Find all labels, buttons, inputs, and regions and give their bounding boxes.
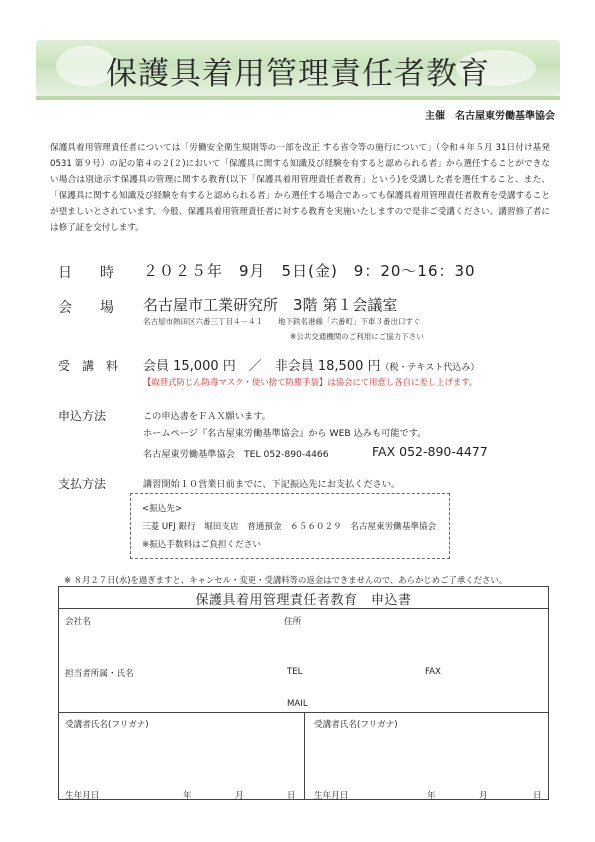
payment-label: 支払方法 <box>58 477 107 491</box>
bank-fee-note: ※振込手数料はご負担ください <box>142 540 261 550</box>
venue-name: 名古屋市工業研究所 3階 第１会議室 <box>143 296 398 314</box>
venue-note: ※公共交通機関のご利用にご協力下さい <box>290 332 424 341</box>
birth-month-label: 月 <box>479 791 488 801</box>
contact-person-field[interactable]: 担当者所属・氏名 <box>65 669 134 679</box>
attendee1-birth-label[interactable]: 生年月日 <box>65 791 100 801</box>
birth-day-label: 日 <box>533 791 542 801</box>
venue-label: 会 場 <box>58 300 114 316</box>
payment-text: 講習開始１０営業日前までに、下記振込先にお支払ください。 <box>143 479 401 490</box>
application-form <box>58 586 549 800</box>
datetime-value: ２０２５年 9月 5日(金) 9：20～16：30 <box>143 262 476 280</box>
fee-amounts: 会員 15,000 円 ／ 非会員 18,500 円 <box>143 359 381 374</box>
datetime-label: 日 時 <box>58 265 114 281</box>
birth-month-label: 月 <box>235 791 244 801</box>
birth-day-label: 日 <box>287 791 296 801</box>
apply-line1: この申込書をＦＡＸ願います。 <box>143 411 271 422</box>
apply-contact: 名古屋東労働基準協会 TEL 052-890-4466 <box>143 449 329 460</box>
apply-label: 申込方法 <box>58 409 107 423</box>
fee-equipment-note: 【取替式防じん防毒マスク・使い捨て防塵手袋】は協会にて用意し各自に差し上げます。 <box>143 377 478 387</box>
organizer: 主催 名古屋東労働基準協会 <box>425 111 555 122</box>
birth-year-label: 年 <box>427 791 436 801</box>
cancel-note: ※ ８月２７日(水)を過ぎますと、キャンセル・変更・受講料等の返金はできませんので、あらかじめご了承ください。 <box>64 575 508 585</box>
apply-fax: FAX 052-890-4477 <box>372 444 488 459</box>
bank-info-box <box>130 493 450 559</box>
apply-line2: ホームページ『名古屋東労働基準協会』から WEB 込みも可能です。 <box>143 428 427 439</box>
venue-address: 名古屋市熱田区六番三丁目４－４１ 地下鉄名港線「六番町」下車３番出口すぐ <box>143 317 421 326</box>
company-field[interactable]: 会社名 <box>65 617 91 627</box>
fee-tax-note: （税・テキスト代込み） <box>380 363 480 373</box>
title-underline <box>36 96 560 100</box>
intro-paragraph: 保護具着用管理責任者については「労働安全衛生規則等の一部を改正 する省令等の施行について」（令和４年５月 31日付け基発 0531 第９号）の記の第４の２(２)において「保護具に関する知識及び経験を有すると認められる者」から選任することができない場合は別途示す保護具の管理に関する教育(以下「保護具着用管理責任者教育」という)を受講した者を選任すること、また、「保護具に関する知識及び経験を有すると認められる者」から選任する場合であっても保護具着用管理責任者教育を受講することが望ましいとされています。今般、保護具着用管理責任者に対する教育を実施いたしますので是非ご受講ください。講習修了者には修了証を交付します。 <box>50 143 550 233</box>
fee-label: 受 講 料 <box>58 359 119 373</box>
bank-account: 三菱 UFJ 銀行 堀田支店 普通預金 ６５６０２９ 名古屋東労働基準協会 <box>142 522 437 532</box>
birth-year-label: 年 <box>183 791 192 801</box>
fax-field[interactable]: FAX <box>425 667 441 677</box>
bank-box-heading: <振込先> <box>142 504 183 514</box>
fee-value <box>143 355 479 374</box>
form-column-divider <box>304 712 305 799</box>
attendee2-birth-label[interactable]: 生年月日 <box>314 791 349 801</box>
page-title: 保護具着用管理責任者教育 <box>106 56 490 92</box>
attendee1-name-field[interactable]: 受講者氏名(フリガナ) <box>65 720 149 730</box>
form-divider <box>59 608 548 609</box>
form-title: 保護具着用管理責任者教育 申込書 <box>195 593 412 608</box>
tel-field[interactable]: TEL <box>287 667 303 677</box>
attendee2-name-field[interactable]: 受講者氏名(フリガナ) <box>314 720 398 730</box>
mail-field[interactable]: MAIL <box>287 699 308 709</box>
address-field[interactable]: 住所 <box>284 617 302 627</box>
